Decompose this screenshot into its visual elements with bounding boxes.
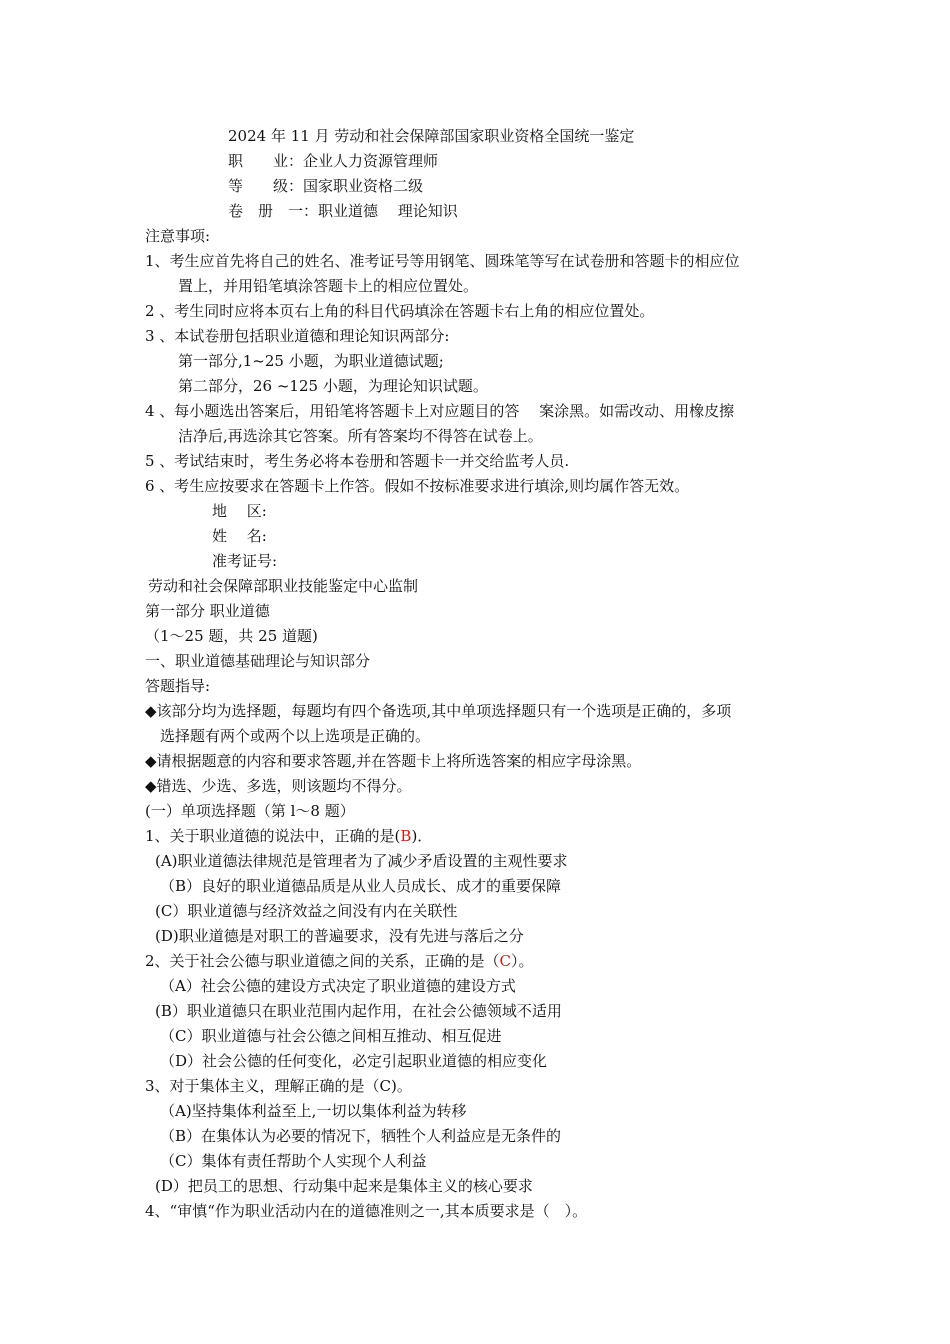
question-stem-end: )．: [411, 827, 433, 845]
subsection-title: (一）单项选择题（第 l～8 题）: [145, 802, 355, 820]
question-4: 4、“审慎“作为职业活动内在的道德准则之一,其本质要求是（ ）。: [145, 1202, 588, 1220]
option-a: （A）社会公德的建设方式决定了职业道德的建设方式: [160, 977, 516, 995]
option-d: (D)职业道德是对职工的普遍要求，没有先进与落后之分: [155, 927, 524, 945]
option-c: （C）集体有责任帮助个人实现个人利益: [160, 1152, 427, 1170]
question-stem-end: ）。: [511, 952, 534, 970]
option-b: （B）在集体认为必要的情况下，牺牲个人利益应是无条件的: [160, 1127, 562, 1145]
guide-heading: 答题指导:: [145, 677, 211, 695]
level-line: 等 级：国家职业资格二级: [228, 177, 424, 195]
option-c: （C）职业道德与社会公德之间相互推动、相互促进: [160, 1027, 502, 1045]
option-c: (C）职业道德与经济效益之间没有内在关联性: [155, 902, 458, 920]
section-title: 一、职业道德基础理论与知识部分: [145, 652, 371, 670]
notice-item-5: 5 、考试结束时，考生务必将本卷册和答题卡一并交给监考人员.: [145, 452, 570, 470]
guide-item-2: ◆请根据题意的内容和要求答题,并在答题卡上将所选答案的相应字母涂黑。: [145, 752, 642, 770]
option-d: （D）社会公德的任何变化，必定引起职业道德的相应变化: [160, 1052, 548, 1070]
name-field: 姓 名:: [212, 527, 267, 545]
answer-mark: B: [400, 827, 412, 845]
notice-item-3-part1: 第一部分,1~25 小题，为职业道德试题;: [178, 352, 444, 370]
notice-heading: 注意事项:: [145, 227, 211, 245]
exam-title: 2024 年 11 月 劳动和社会保障部国家职业资格全国统一鉴定: [228, 127, 635, 145]
part1-title: 第一部分 职业道德: [145, 602, 270, 620]
option-b: (B）职业道德只在职业范围内起作用，在社会公德领域不适用: [155, 1002, 562, 1020]
question-2: [145, 951, 534, 971]
option-b: （B）良好的职业道德品质是从业人员成长、成才的重要保障: [160, 877, 562, 895]
notice-item-1-cont: 置上，并用铅笔填涂答题卡上的相应位置处。: [178, 277, 479, 295]
question-stem: 1、关于职业道德的说法中，正确的是(: [145, 827, 401, 845]
option-d: (D）把员工的思想、行动集中起来是集体主义的核心要求: [155, 1177, 533, 1195]
notice-item-6: 6 、考生应按要求在答题卡上作答。假如不按标准要求进行填涂,则均属作答无效。: [145, 477, 690, 495]
option-a: (A)职业道德法律规范是管理者为了减少矛盾设置的主观性要求: [155, 852, 568, 870]
supervision-line: 劳动和社会保障部职业技能鉴定中心监制: [148, 577, 419, 595]
guide-item-1-cont: 选择题有两个或两个以上选项是正确的。: [160, 727, 431, 745]
notice-item-4: 4 、每小题选出答案后，用铅笔将答题卡上对应题目的答 案涂黑。如需改动、用橡皮擦: [145, 402, 735, 420]
guide-item-1: ◆该部分均为选择题，每题均有四个备选项,其中单项选择题只有一个选项是正确的，多项: [145, 702, 732, 720]
notice-item-3-part2: 第二部分，26 ~125 小题，为理论知识试题。: [178, 377, 488, 395]
answer-mark: C: [499, 952, 512, 970]
volume-line: 卷 册 一：职业道德 理论知识: [228, 202, 458, 220]
notice-item-4-cont: 洁净后,再选涂其它答案。所有答案均不得答在试卷上。: [178, 427, 543, 445]
notice-item-1: 1、考生应首先将自己的姓名、准考证号等用钢笔、圆珠笔等写在试卷册和答题卡的相应位: [145, 252, 740, 270]
notice-item-2: 2 、考生同时应将本页右上角的科目代码填涂在答题卡右上角的相应位置处。: [145, 302, 655, 320]
occupation-line: 职 业：企业人力资源管理师: [228, 152, 439, 170]
notice-item-3: 3 、本试卷册包括职业道德和理论知识两部分:: [145, 327, 450, 345]
question-3: 3、对于集体主义，理解正确的是（C)。: [145, 1077, 412, 1095]
question-stem: 2、关于社会公德与职业道德之间的关系，正确的是（: [145, 952, 500, 970]
ticket-field: 准考证号:: [212, 552, 278, 570]
part1-range: （1～25 题，共 25 道题): [145, 627, 318, 645]
question-1: [145, 826, 432, 846]
region-field: 地 区:: [212, 502, 267, 520]
guide-item-3: ◆错选、少选、多选，则该题均不得分。: [145, 777, 412, 795]
option-a: （A)坚持集体利益至上,一切以集体利益为转移: [160, 1102, 467, 1120]
